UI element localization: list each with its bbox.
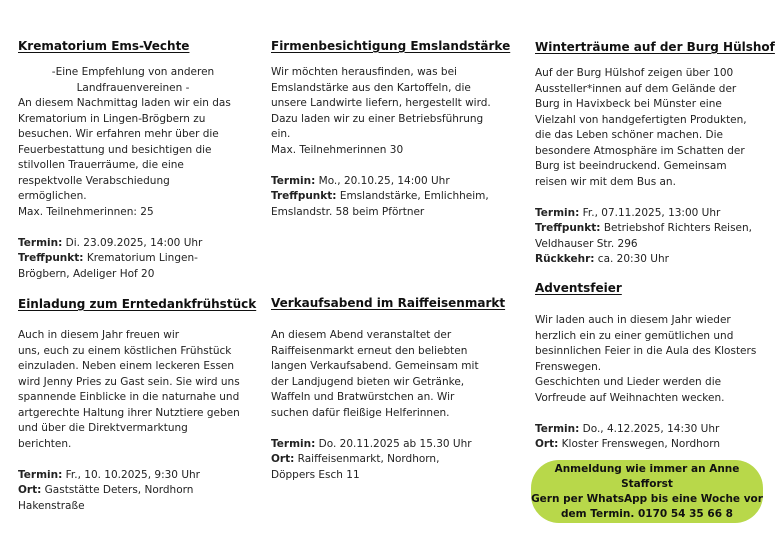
body-line: herzlich ein zu einer gemütlichen und: [535, 329, 734, 342]
body-line: Dazu laden wir zu einer Betriebsführung: [271, 112, 484, 125]
body-line: Auch in diesem Jahr freuen wir: [18, 329, 180, 341]
detail-value: Fr., 07.11.2025, 13:00 Uhr: [579, 206, 721, 219]
body-line: und über die Direktvermarktung: [18, 422, 188, 434]
detail-line: [271, 189, 503, 205]
body-line: An diesem Nachmittag laden wir ein das: [18, 97, 231, 109]
section-emslandstaerke: [271, 39, 511, 220]
section-title: Einladung zum Erntedankfrühstück: [18, 297, 257, 311]
detail-value: Do., 4.12.2025, 14:30 Uhr: [579, 422, 720, 435]
detail-label: Ort:: [18, 484, 42, 496]
registration-badge: [531, 460, 763, 523]
section-title: Verkaufsabend im Raiffeisenmarkt: [271, 296, 506, 310]
body-line: Vorfreude auf Weihnachten wecken.: [535, 391, 725, 404]
section-title: Firmenbesichtigung Emslandstärke: [271, 39, 511, 53]
body-line: reisen wir mit dem Bus an.: [535, 175, 676, 188]
body-line: Krematorium in Lingen-Brögbern zu: [18, 112, 206, 125]
body-line: besondere Atmosphäre im Schatten der: [535, 144, 745, 157]
body-line: Max. Teilnehmerinnen: 25: [18, 205, 154, 218]
body-line: Feuerbestattung und besichtigen die: [18, 143, 212, 156]
detail-line: [18, 251, 248, 267]
body-line: unsere Landwirte liefern, hergestellt wird.: [271, 97, 491, 109]
detail-value: Krematorium Lingen-: [83, 252, 198, 264]
subtitle-line: Landfrauenvereinen -: [76, 81, 190, 94]
registration-line: Anmeldung wie immer an Anne Stafforst: [554, 462, 740, 490]
detail-label: Termin:: [18, 236, 63, 249]
detail-line: [535, 437, 767, 453]
detail-label: Treffpunkt:: [18, 252, 84, 264]
detail-line: [271, 437, 503, 453]
body-line: Emslandstärke aus den Kartoffeln, die: [271, 81, 471, 94]
body-line: spannende Einblicke in die naturnahe und: [18, 391, 240, 403]
detail-value: Mo., 20.10.25, 14:00 Uhr: [315, 174, 450, 187]
section-body: [271, 65, 503, 220]
section-body: [535, 313, 767, 453]
detail-label: Termin:: [535, 206, 580, 219]
detail-line: [271, 174, 503, 190]
body-line: langen Verkaufsabend. Gemeinsam mit: [271, 360, 479, 372]
section-krematorium: [18, 39, 248, 282]
detail-value: Brögbern, Adeliger Hof 20: [18, 267, 155, 280]
section-body: [535, 66, 767, 268]
body-line: Aussteller*innen auf dem Gelände der: [535, 82, 737, 95]
body-line: besuchen. Wir erfahren mehr über die: [18, 128, 219, 140]
detail-line: [535, 237, 767, 253]
detail-value: Gaststätte Deters, Nordhorn: [41, 484, 194, 496]
detail-label: Treffpunkt:: [535, 222, 601, 234]
detail-line: [271, 452, 503, 468]
detail-line: [535, 221, 767, 237]
detail-value: Veldhauser Str. 296: [535, 237, 638, 250]
detail-value: Döppers Esch 11: [271, 468, 360, 481]
body-line: die das Leben schöner machen. Die: [535, 129, 723, 141]
detail-value: Do. 20.11.2025 ab 15.30 Uhr: [315, 437, 472, 450]
detail-line: [18, 499, 248, 515]
body-line: einzuladen. Neben einem leckeren Essen: [18, 360, 235, 372]
body-line: An diesem Abend veranstaltet der: [271, 329, 452, 341]
body-line: Waffeln und Bratwürstchen an. Wir: [271, 391, 455, 403]
detail-line: [271, 468, 503, 484]
section-body: [18, 65, 248, 282]
section-body: [271, 328, 503, 483]
registration-line: dem Termin. 0170 54 35 66 8: [561, 507, 733, 520]
detail-label: Ort:: [535, 438, 559, 450]
subtitle-line: -Eine Empfehlung von anderen: [51, 66, 215, 78]
registration-text: [531, 462, 763, 522]
detail-label: Termin:: [535, 422, 580, 435]
section-raiffeisenmarkt: [271, 296, 506, 483]
detail-value: Kloster Frenswegen, Nordhorn: [558, 438, 720, 450]
body-line: wird Jenny Pries zu Gast sein. Sie wird uns: [18, 375, 240, 388]
body-line: Burg ist beeindruckend. Gemeinsam: [535, 160, 727, 172]
body-line: suchen dafür fleißige Helferinnen.: [271, 406, 450, 419]
section-wintertraeume: [535, 40, 775, 268]
section-title: Adventsfeier: [535, 281, 622, 295]
section-adventsfeier: [535, 281, 767, 453]
detail-value: Hakenstraße: [18, 499, 85, 512]
detail-label: Termin:: [271, 437, 316, 450]
body-line: besinnlichen Feier in die Aula des Klosters: [535, 345, 757, 357]
detail-line: [18, 483, 248, 499]
body-line: stilvollen Trauerräume, die eine: [18, 159, 184, 171]
detail-value: Emslandstärke, Emlichheim,: [336, 190, 489, 202]
detail-label: Termin:: [18, 468, 63, 481]
detail-value: Raiffeisenmarkt, Nordhorn,: [294, 453, 440, 465]
detail-line: [18, 267, 248, 283]
detail-line: [18, 236, 248, 252]
body-line: artgerechte Haltung ihrer Nutztiere geben: [18, 406, 240, 419]
body-line: Vielzahl von handgefertigten Produkten,: [535, 113, 747, 126]
body-line: berichten.: [18, 437, 72, 450]
body-line: uns, euch zu einem köstlichen Frühstück: [18, 344, 232, 357]
detail-value: ca. 20:30 Uhr: [594, 253, 669, 265]
body-line: Raiffeisenmarkt erneut den beliebten: [271, 344, 468, 357]
detail-line: [18, 468, 248, 484]
detail-label: Rückkehr:: [535, 253, 595, 265]
detail-label: Treffpunkt:: [271, 190, 337, 202]
section-title: Krematorium Ems-Vechte: [18, 39, 190, 53]
body-line: Frenswegen.: [535, 360, 602, 373]
body-line: Auf der Burg Hülshof zeigen über 100: [535, 67, 734, 79]
body-line: respektvolle Verabschiedung: [18, 174, 170, 187]
detail-line: [271, 205, 503, 221]
body-line: Wir möchten herausfinden, was bei: [271, 66, 457, 78]
detail-label: Ort:: [271, 453, 295, 465]
section-body: [18, 328, 248, 514]
body-line: der Landjugend bieten wir Getränke,: [271, 375, 465, 388]
section-erntedank: [18, 297, 257, 514]
body-line: Wir laden auch in diesem Jahr wieder: [535, 314, 731, 326]
detail-value: Fr., 10. 10.2025, 9:30 Uhr: [62, 468, 200, 481]
body-line: ermöglichen.: [18, 190, 87, 202]
detail-line: [535, 206, 767, 222]
body-line: Geschichten und Lieder werden die: [535, 376, 722, 388]
body-line: Max. Teilnehmerinnen 30: [271, 143, 404, 156]
registration-line: Gern per WhatsApp bis eine Woche vor: [531, 492, 763, 505]
body-line: ein.: [271, 128, 291, 140]
detail-value: Di. 23.09.2025, 14:00 Uhr: [62, 236, 203, 249]
detail-value: Betriebshof Richters Reisen,: [600, 222, 753, 234]
detail-value: Emslandstr. 58 beim Pförtner: [271, 205, 425, 218]
body-line: Burg in Havixbeck bei Münster eine: [535, 98, 722, 110]
detail-line: [535, 422, 767, 438]
detail-label: Termin:: [271, 174, 316, 187]
section-title: Winterträume auf der Burg Hülshof: [535, 40, 775, 54]
detail-line: [535, 252, 767, 268]
